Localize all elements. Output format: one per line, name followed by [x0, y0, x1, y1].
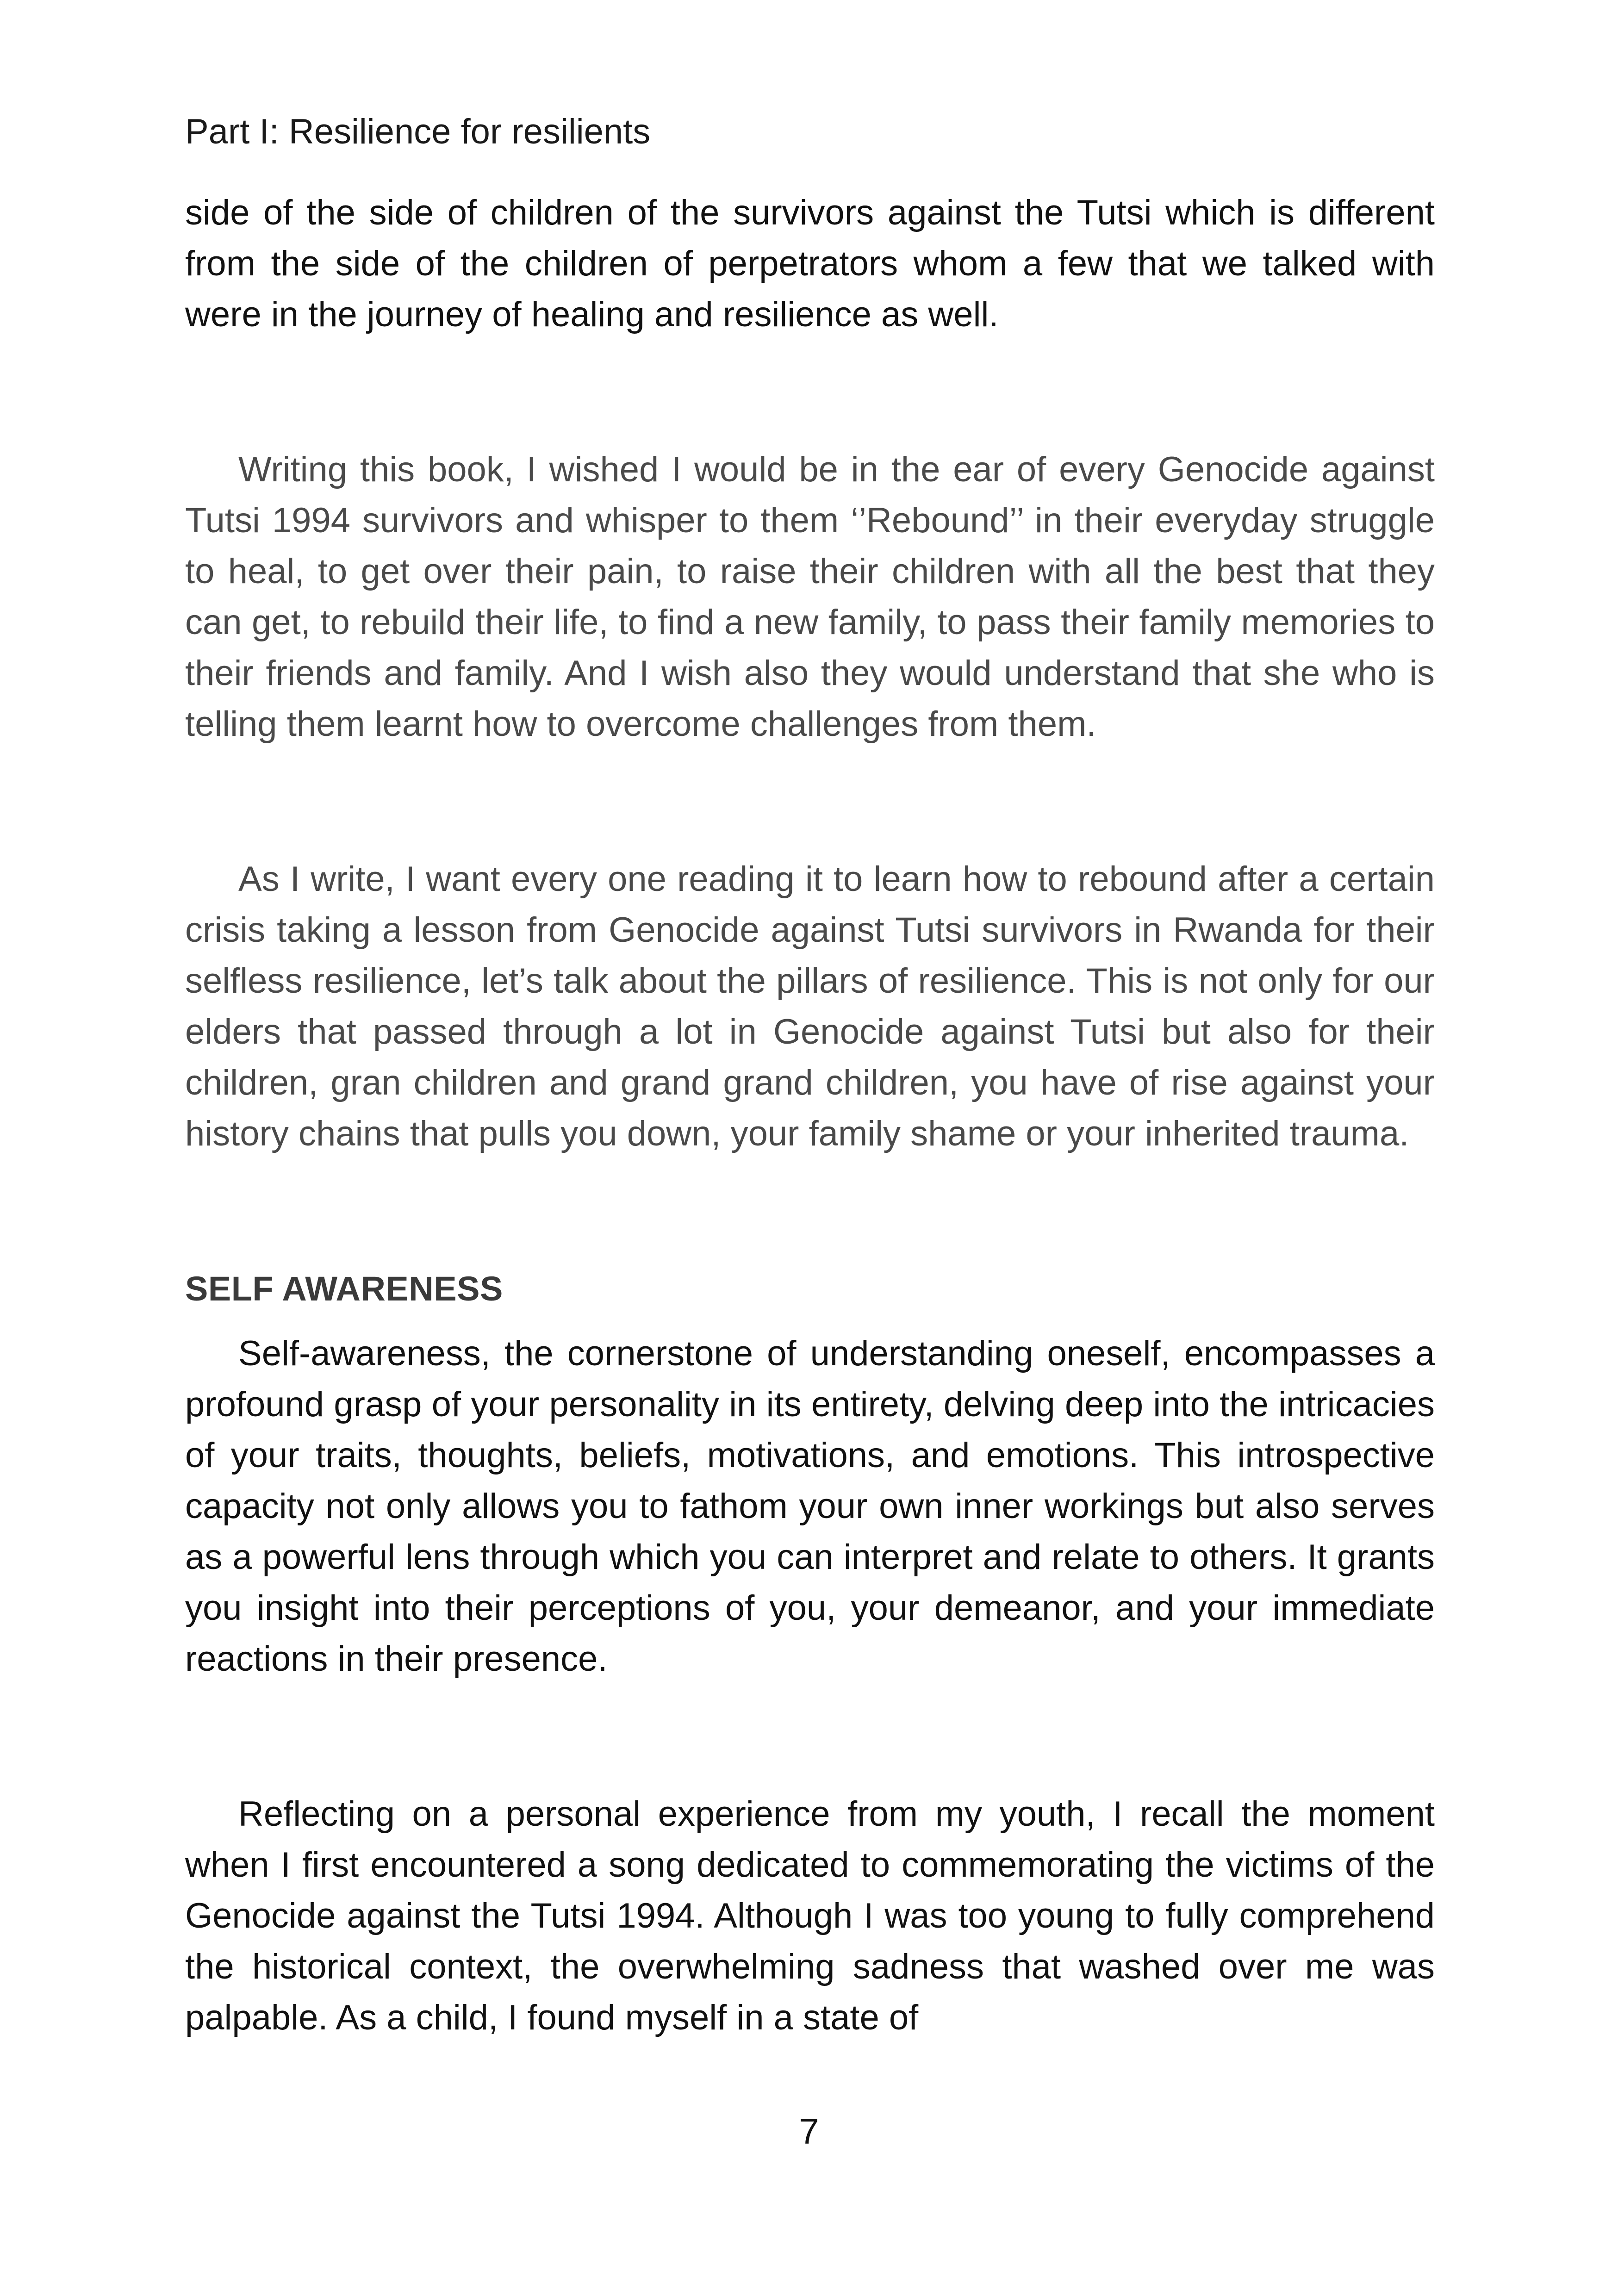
paragraph-writing-this-book: Writing this book, I wished I would be in the ear of every Genocide against Tutsi 1994 survivors and whisper to them ‘’Rebound’’ in their everyday struggle to heal, to get over their pain, to raise their children with all the best that they can get, to rebuild their life, to find a new family, to pass their family memories to their friends and family. And I wish also they would understand that she who is telling them learnt how to overcome challenges from them.	[185, 450, 1435, 744]
paragraph-personal-experience: Reflecting on a personal experience from my youth, I recall the moment when I first encountered a song dedicated to commemorating the victims of the Genocide against the Tutsi 1994. Although I was too young to fully comprehend the historical context, the overwhelming sadness that washed over me was palpable. As a child, I found myself in a state of	[185, 1794, 1435, 2037]
section-heading-self-awareness: SELF AWARENESS	[185, 1269, 503, 1308]
paragraph-as-i-write: As I write, I want every one reading it to learn how to rebound after a certain crisis taking a lesson from Genocide against Tutsi survivors in Rwanda for their selfless resilience, let’s talk about the pillars of resilience. This is not only for our elders that passed through a lot in Genocide against Tutsi but also for their children, gran children and grand grand children, you have of rise against your history chains that pulls you down, your family shame or your inherited trauma.	[185, 859, 1435, 1153]
paragraph-continuation: side of the side of children of the survivors against the Tutsi which is different from the side of the children of perpetrators whom a few that we talked with were in the journey of healing and resilience as well.	[185, 193, 1435, 334]
page-body	[185, 187, 1435, 2043]
running-header: Part I: Resilience for resilients	[185, 112, 651, 151]
paragraph-self-awareness-definition: Self-awareness, the cornerstone of understanding oneself, encompasses a profound grasp of your personality in its entirety, delving deep into the intricacies of your traits, thoughts, beliefs, motivations, and emotions. This introspective capacity not only allows you to fathom your own inner workings but also serves as a powerful lens through which you can interpret and relate to others. It grants you insight into their perceptions of you, your demeanor, and your immediate reactions in their presence.	[185, 1334, 1435, 1679]
page-number: 7	[799, 2111, 819, 2152]
